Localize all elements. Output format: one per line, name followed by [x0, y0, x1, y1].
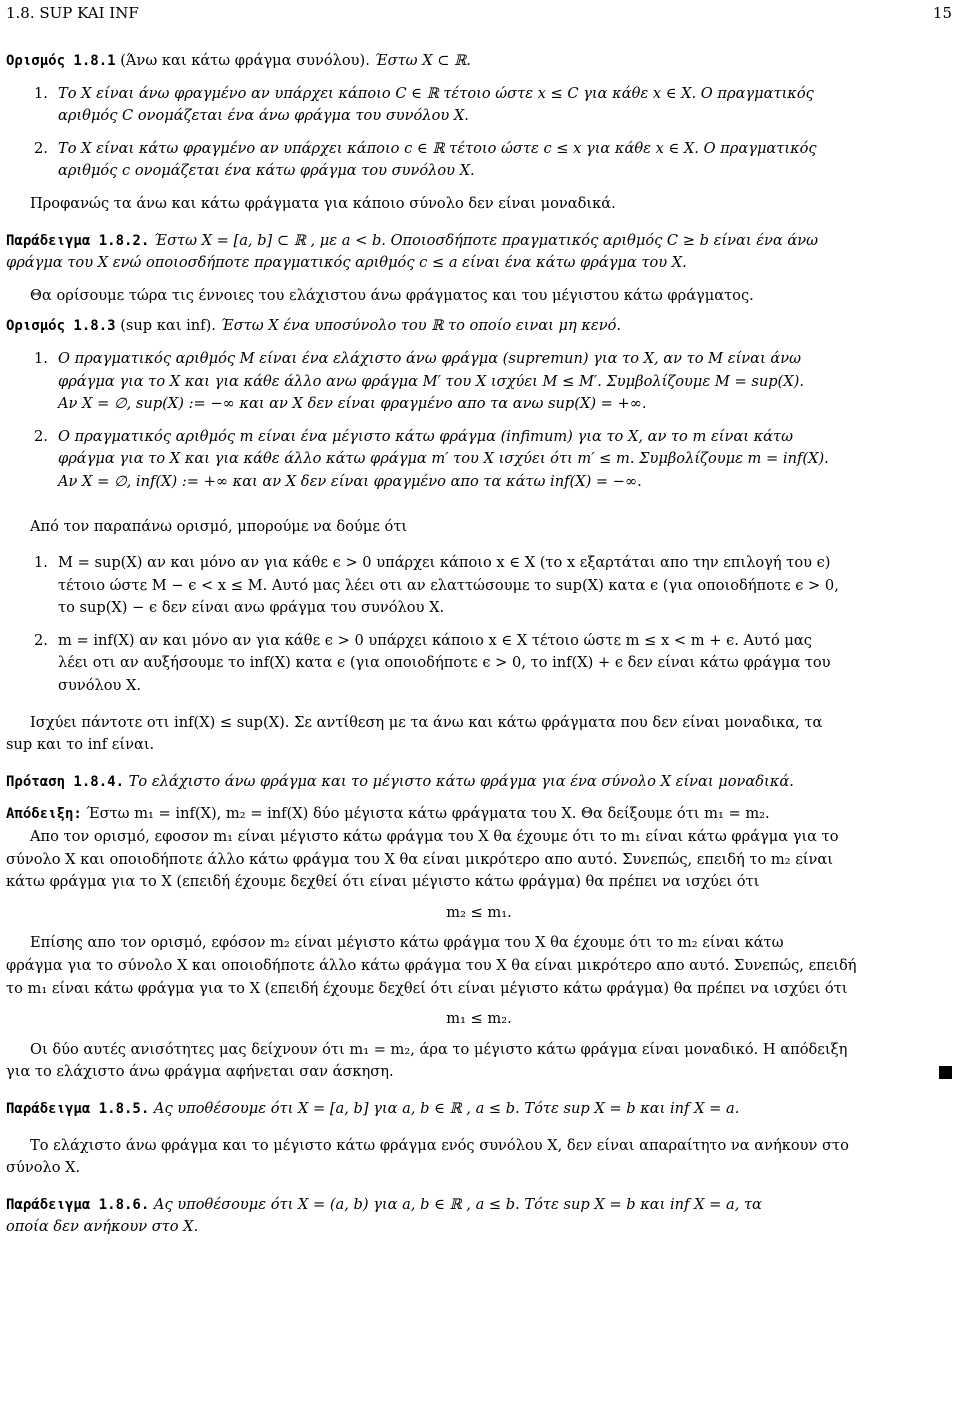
running-head: 1.8. SUP KAI INF [6, 4, 139, 22]
transition-paragraph: Θα ορίσουμε τώρα τις έννοιες του ελάχιστου άνω φράγματος και του μέγιστου κάτω φράγματος. [30, 286, 754, 304]
proof-line: για το ελάχιστο άνω φράγμα αφήνεται σαν άσκηση. [6, 1063, 394, 1081]
item-line: Το X είναι άνω φραγμένο αν υπάρχει κάποιο C ∈ ℝ τέτοιο ώστε x ≤ C για κάθε x ∈ X. Ο πραγματικός [58, 84, 814, 102]
proposition-label: Πρόταση 1.8.4. [6, 773, 125, 790]
proof-line: Απο τον ορισμό, εφοσον m₁ είναι μέγιστο κάτω φράγμα του X θα έχουμε ότι το m₁ είναι κάτω φράγμα για το [30, 828, 839, 846]
example-text: Ας υποθέσουμε ότι X = [a, b] για a, b ∈ ℝ , a ≤ b. Τότε sup X = b και inf X = a. [149, 1099, 740, 1117]
item-line: τέτοιο ώστε M − ϵ < x ≤ M. Αυτό μας λέει οτι αν ελαττώσουμε το sup(X) κατα ϵ (για οποιοδήποτε ϵ > 0, [58, 576, 839, 594]
item-number: 1. [34, 84, 48, 102]
item-line: το sup(X) − ϵ δεν είναι ανω φράγμα του συνόλου X. [58, 599, 445, 617]
paragraph-line: Το ελάχιστο άνω φράγμα και το μέγιστο κάτω φράγμα ενός συνόλου X, δεν είναι απαραίτητο να ανήκουν στο [30, 1136, 849, 1154]
example-line: φράγμα του X ενώ οποιοσδήποτε πραγματικός αριθμός c ≤ a είναι ένα κάτω φράγμα του X. [6, 254, 687, 272]
item-line: Αν X = ∅, inf(X) := +∞ και αν X δεν είναι φραγμένο απο τα κάτω inf(X) = −∞. [58, 472, 642, 490]
always-holds-paragraph [6, 712, 952, 757]
item-line: M = sup(X) αν και μόνο αν για κάθε ϵ > 0 υπάρχει κάποιο x ∈ X (το x εξαρτάται απο την επιλογή του ϵ) [58, 554, 831, 572]
proof-line: Οι δύο αυτές ανισότητες μας δείχνουν ότι m₁ = m₂, άρα το μέγιστο κάτω φράγμα είναι μοναδικό. Η απόδειξη [30, 1040, 848, 1058]
definition-1-8-1-heading [6, 50, 952, 73]
proposition-1-8-4 [6, 771, 952, 794]
item-line: φράγμα για το X και για κάθε άλλο κάτω φράγμα m′ του X ισχύει ότι m′ ≤ m. Συμβολίζουμε m = inf(X). [58, 450, 829, 468]
remark-paragraph: Προφανώς τα άνω και κάτω φράγματα για κάποιο σύνολο δεν είναι μοναδικά. [30, 194, 616, 212]
item-line: συνόλου X. [58, 677, 142, 695]
example-line: οποία δεν ανήκουν στο X. [6, 1218, 199, 1236]
definition-intro: Έστω X ⊂ ℝ. [374, 52, 471, 69]
item-line: φράγμα για το X και για κάθε άλλο ανω φράγμα M′ του X ισχύει M ≤ M′. Συμβολίζουμε M = sup(X). [58, 372, 804, 390]
paragraph-line: σύνολο X. [6, 1159, 81, 1177]
proof-line: Έστω m₁ = inf(X), m₂ = inf(X) δύο μέγιστα κάτω φράγματα του X. Θα δείξουμε ότι m₁ = m₂. [81, 805, 770, 823]
definition-item [6, 348, 952, 416]
display-equation: m₂ ≤ m₁. [446, 903, 512, 921]
definition-item [6, 426, 952, 494]
page-header [6, 0, 952, 28]
definition-title: (Άνω και κάτω φράγμα συνόλου). [115, 52, 375, 69]
item-number: 1. [34, 349, 48, 367]
paragraph-line: Ισχύει πάντοτε οτι inf(X) ≤ sup(X). Σε αντίθεση με τα άνω και κάτω φράγματα που δεν είναι μοναδικα, τα [30, 713, 823, 731]
consequence-item [6, 630, 952, 698]
proof-line: κάτω φράγμα για το X (επειδή έχουμε δεχθεί ότι είναι μέγιστο κάτω φράγμα) θα πρέπει να ισχύει ότι [6, 873, 760, 891]
item-number: 2. [34, 631, 48, 649]
example-1-8-5 [6, 1098, 952, 1121]
definition-label: Ορισμός 1.8.1 [6, 53, 116, 69]
proof-line: Επίσης απο τον ορισμό, εφόσον m₂ είναι μέγιστο κάτω φράγμα του X θα έχουμε ότι το m₂ είναι κάτω [30, 934, 784, 952]
definition-1-8-3-heading [6, 315, 952, 338]
item-line: αριθμός C ονομάζεται ένα άνω φράγμα του συνόλου X. [58, 107, 469, 125]
proof-line: το m₁ είναι κάτω φράγμα για το X (επειδή έχουμε δεχθεί ότι είναι μέγιστο κάτω φράγμα) θα πρέπει να ισχύει ότι [6, 979, 848, 997]
proof-line: φράγμα για το σύνολο X και οποιοδήποτε άλλο κάτω φράγμα του X θα είναι μικρότερο απο αυτό. Συνεπώς, επειδή [6, 957, 857, 974]
example-label: Παράδειγμα 1.8.5. [6, 1100, 150, 1117]
example-1-8-6 [6, 1194, 952, 1239]
item-line: Ο πραγματικός αριθμός M είναι ένα ελάχιστο άνω φράγμα (supremun) για το X, αν το M είναι άνω [58, 349, 802, 367]
item-line: λέει οτι αν αυξήσουμε το inf(X) κατα ϵ (για οποιοδήποτε ϵ > 0, το inf(X) + ϵ δεν είναι κάτω φράγμα του [58, 654, 831, 672]
item-line: αριθμός c ονομάζεται ένα κάτω φράγμα του συνόλου X. [58, 162, 475, 180]
qed-square-icon [939, 1066, 952, 1079]
item-line: Αν X = ∅, sup(X) := −∞ και αν X δεν είναι φραγμένο απο τα ανω sup(X) = +∞. [58, 395, 647, 413]
item-line: m = inf(X) αν και μόνο αν για κάθε ϵ > 0 υπάρχει κάποιο x ∈ X τέτοιο ώστε m ≤ x < m + ϵ. Αυτό μας [58, 631, 812, 649]
example-label: Παράδειγμα 1.8.6. [6, 1196, 150, 1213]
proof-block [6, 803, 952, 1084]
item-number: 2. [34, 427, 48, 445]
example-1-8-2 [6, 230, 952, 275]
page-number: 15 [932, 4, 952, 22]
item-line: Το X είναι κάτω φραγμένο αν υπάρχει κάποιο c ∈ ℝ τέτοιο ώστε c ≤ x για κάθε x ∈ X. Ο πραγματικός [58, 139, 817, 157]
definition-item [6, 83, 952, 128]
item-number: 1. [34, 554, 48, 572]
display-equation: m₁ ≤ m₂. [446, 1010, 512, 1028]
consequence-intro: Από τον παραπάνω ορισμό, μπορούμε να δούμε ότι [30, 517, 408, 535]
definition-item [6, 138, 952, 183]
example-note-paragraph [6, 1135, 952, 1180]
definition-label: Ορισμός 1.8.3 [6, 318, 116, 335]
example-line: Ας υποθέσουμε ότι X = (a, b) για a, b ∈ ℝ , a ≤ b. Τότε sup X = b και inf X = a, τα [149, 1195, 762, 1213]
proof-label: Απόδειξη: [6, 806, 82, 823]
definition-intro: Έστω X ένα υποσύνολο του ℝ το οποίο ειναι μη κενό. [220, 317, 622, 335]
item-number: 2. [34, 139, 48, 157]
definition-title: (sup και inf). [115, 317, 221, 335]
proof-line: σύνολο X και οποιοδήποτε άλλο κάτω φράγμα του X θα είναι μικρότερο απο αυτό. Συνεπώς, επειδή το m₂ είναι [6, 850, 833, 868]
example-line: Έστω X = [a, b] ⊂ ℝ , με a < b. Οποιοσδήποτε πραγματικός αριθμός C ≥ b είναι ένα άνω [149, 231, 819, 249]
example-label: Παράδειγμα 1.8.2. [6, 232, 150, 249]
consequence-item [6, 552, 952, 620]
proposition-text: Το ελάχιστο άνω φράγμα και το μέγιστο κάτω φράγμα για ένα σύνολο X είναι μοναδικά. [124, 772, 794, 790]
item-line: Ο πραγματικός αριθμός m είναι ένα μέγιστο κάτω φράγμα (infimum) για το X, αν το m είναι κάτω [58, 427, 793, 445]
paragraph-line: sup και το inf είναι. [6, 736, 155, 754]
